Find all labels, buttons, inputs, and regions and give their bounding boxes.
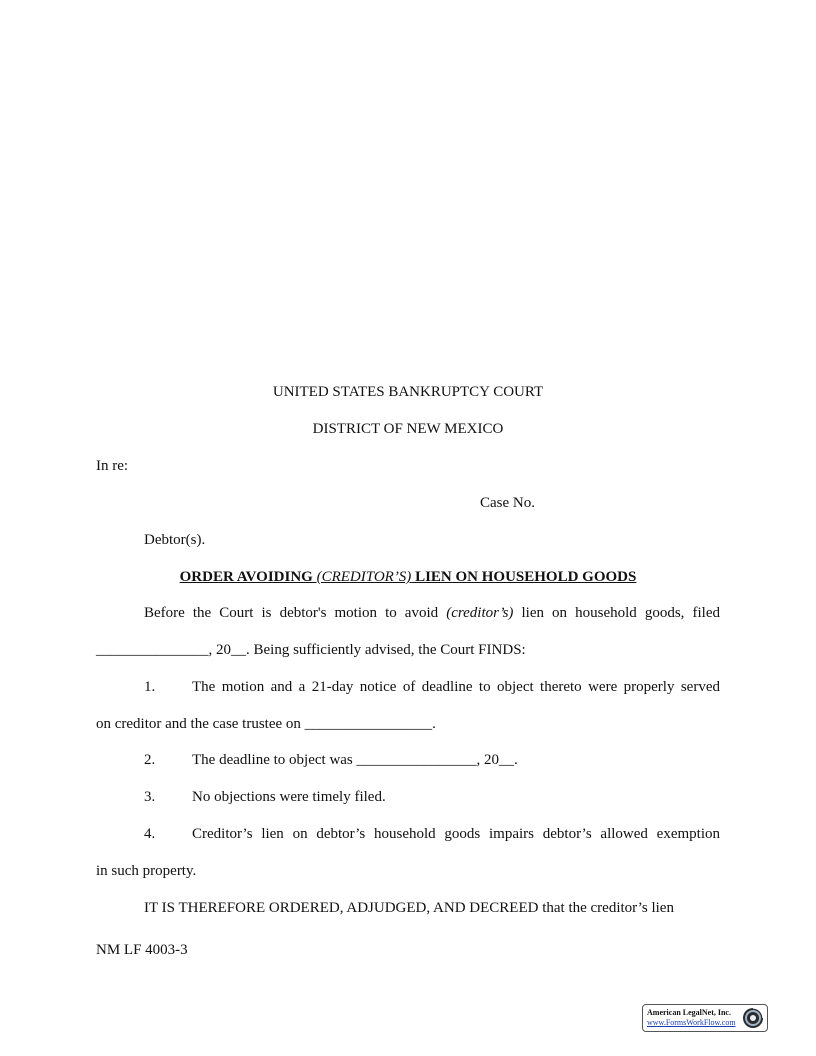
- intro-text-3: lien on household goods, filed: [513, 605, 720, 621]
- court-district: DISTRICT OF NEW MEXICO: [312, 421, 504, 437]
- publisher-name: American LegalNet, Inc.: [647, 1008, 731, 1017]
- finding-1-continuation: on creditor and the case trustee on _________________.: [96, 716, 436, 732]
- document-title: [0, 568, 816, 586]
- intro-paragraph-line-2: _______________, 20__. Being sufficiently advised, the Court FINDS:: [96, 642, 526, 658]
- intro-creditor-placeholder: (creditor’s): [446, 605, 514, 621]
- publisher-badge[interactable]: [642, 1004, 768, 1032]
- intro-text-1: Before the Court is debtor's motion to avoid: [144, 605, 447, 621]
- title-creditor-placeholder: (CREDITOR’S): [316, 569, 412, 585]
- case-number-label: Case No.: [480, 495, 535, 511]
- publisher-logo-icon: [742, 1007, 764, 1029]
- debtors-label: Debtor(s).: [144, 532, 206, 548]
- form-id: NM LF 4003-3: [96, 942, 188, 958]
- finding-2-text: The deadline to object was ________________, 20__.: [192, 752, 518, 768]
- finding-4-text: Creditor’s lien on debtor’s household goods impairs debtor’s allowed exemption: [192, 826, 720, 842]
- finding-1-text: The motion and a 21-day notice of deadline to object thereto were properly served: [192, 679, 720, 695]
- intro-paragraph-line-1: [144, 604, 720, 622]
- finding-4-continuation: in such property.: [96, 863, 197, 879]
- finding-3-number: 3.: [144, 789, 156, 805]
- finding-2-number: 2.: [144, 752, 156, 768]
- finding-4-number: 4.: [144, 826, 156, 842]
- publisher-url[interactable]: www.FormsWorkFlow.com: [647, 1018, 736, 1027]
- order-paragraph: IT IS THEREFORE ORDERED, ADJUDGED, AND DECREED that the creditor’s lien: [144, 900, 674, 916]
- finding-3-text: No objections were timely filed.: [192, 789, 386, 805]
- finding-1-number: 1.: [144, 679, 156, 695]
- title-part-3: LIEN ON HOUSEHOLD GOODS: [411, 569, 637, 585]
- title-part-1: ORDER AVOIDING: [179, 569, 317, 585]
- court-name: UNITED STATES BANKRUPTCY COURT: [272, 384, 544, 400]
- in-re-label: In re:: [96, 458, 129, 474]
